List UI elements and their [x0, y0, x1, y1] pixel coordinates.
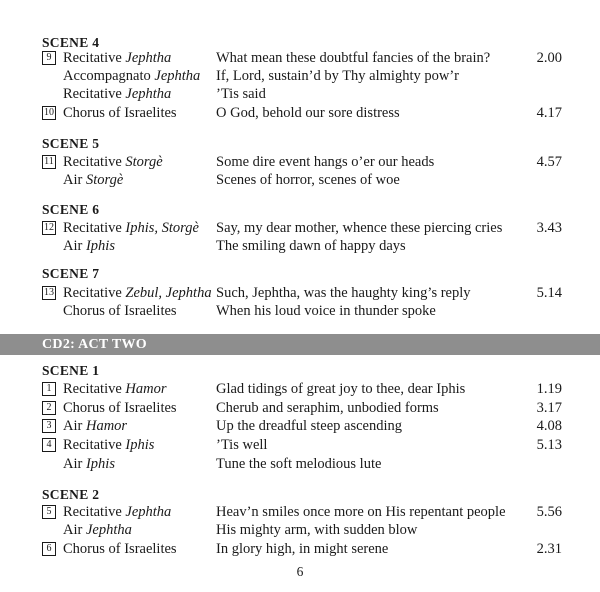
- track-form: Recitative: [63, 285, 122, 301]
- track-role: [63, 219, 199, 237]
- track-row: [0, 455, 600, 473]
- scene-title: SCENE 1: [42, 363, 100, 378]
- track-form: Recitative: [63, 220, 122, 236]
- track-number: 6: [42, 542, 56, 556]
- track-character: Jephtha: [125, 50, 172, 66]
- track-character: Iphis, Storgè: [125, 220, 199, 236]
- track-character: Hamor: [85, 418, 128, 434]
- scene-title: SCENE 5: [42, 136, 100, 151]
- track-role: [63, 49, 171, 67]
- track-character: Jephtha: [154, 68, 201, 84]
- track-row: [0, 380, 600, 398]
- track-form: Air: [63, 418, 83, 434]
- track-role: [63, 67, 200, 85]
- track-form: Accompagnato: [63, 68, 151, 84]
- track-row: [0, 302, 600, 320]
- track-text: His mighty arm, with sudden blow: [216, 522, 418, 538]
- track-duration: 3.17: [536, 400, 562, 416]
- track-character: Jephtha: [85, 522, 132, 538]
- track-text: Scenes of horror, scenes of woe: [216, 172, 400, 188]
- track-duration: 5.56: [536, 504, 562, 520]
- track-form: Chorus of Israelites: [63, 400, 177, 416]
- track-text: Say, my dear mother, whence these piercing cries: [216, 220, 503, 236]
- track-duration: 3.43: [536, 220, 562, 236]
- track-row: [0, 284, 600, 302]
- track-duration: 4.57: [536, 154, 562, 170]
- track-row: [0, 171, 600, 189]
- track-form: Recitative: [63, 437, 122, 453]
- track-character: Jephtha: [125, 86, 172, 102]
- track-form: Recitative: [63, 504, 122, 520]
- track-row: [0, 85, 600, 103]
- track-text: If, Lord, sustain’d by Thy almighty pow’r: [216, 68, 459, 84]
- track-text: Glad tidings of great joy to thee, dear Iphis: [216, 381, 466, 397]
- scene-title: SCENE 7: [42, 266, 100, 281]
- track-text: Such, Jephtha, was the haughty king’s reply: [216, 285, 471, 301]
- track-form: Recitative: [63, 381, 122, 397]
- track-row: [0, 153, 600, 171]
- track-row: [0, 436, 600, 454]
- track-duration: 2.31: [536, 541, 562, 557]
- track-form: Recitative: [63, 154, 122, 170]
- track-text: ’Tis well: [216, 437, 268, 453]
- track-row: [0, 399, 600, 417]
- scene-title: SCENE 6: [42, 202, 100, 217]
- track-text: Heav’n smiles once more on His repentant people: [216, 504, 506, 520]
- track-number: 11: [42, 155, 56, 169]
- track-form: Air: [63, 522, 83, 538]
- cd2-header-band: [0, 334, 600, 355]
- track-number: 10: [44, 107, 54, 118]
- track-character: Iphis: [85, 456, 115, 472]
- track-character: Jephtha: [125, 504, 172, 520]
- track-row: [0, 237, 600, 255]
- track-text: What mean these doubtful fancies of the brain?: [216, 50, 491, 66]
- track-form: Recitative: [63, 50, 122, 66]
- track-role: [63, 85, 171, 103]
- track-role: [63, 153, 163, 171]
- track-row: [0, 521, 600, 539]
- track-number: 13: [44, 287, 54, 298]
- track-duration: 4.17: [536, 105, 562, 121]
- track-duration: 5.13: [536, 437, 562, 453]
- track-number: 5: [42, 505, 56, 519]
- track-number: 2: [42, 401, 56, 415]
- track-role: [63, 417, 127, 435]
- track-role: [63, 104, 177, 122]
- track-row: [0, 503, 600, 521]
- track-role: [63, 171, 123, 189]
- page-number: 6: [296, 564, 304, 579]
- track-text: Up the dreadful steep ascending: [216, 418, 403, 434]
- track-role: [63, 436, 154, 454]
- track-character: Storgè: [85, 172, 124, 188]
- track-duration: 2.00: [536, 50, 562, 66]
- track-row: [0, 540, 600, 558]
- track-form: Air: [63, 238, 83, 254]
- track-form: Recitative: [63, 86, 122, 102]
- track-text: Tune the soft melodious lute: [216, 456, 382, 472]
- track-form: Chorus of Israelites: [63, 541, 177, 557]
- track-text: Some dire event hangs o’er our heads: [216, 154, 435, 170]
- track-text: O God, behold our sore distress: [216, 105, 400, 121]
- track-role: [63, 540, 177, 558]
- track-character: Hamor: [125, 381, 167, 397]
- track-role: [63, 302, 177, 320]
- track-row: [0, 219, 600, 237]
- track-form: Air: [63, 456, 83, 472]
- track-row: [0, 417, 600, 435]
- scene-title: SCENE 4: [42, 35, 100, 50]
- track-text: Cherub and seraphim, unbodied forms: [216, 400, 439, 416]
- cd2-header: CD2: ACT TWO: [42, 337, 147, 352]
- track-character: Storgè: [125, 154, 163, 170]
- track-form: Chorus of Israelites: [63, 303, 177, 319]
- track-text: The smiling dawn of happy days: [216, 238, 406, 254]
- track-duration: 1.19: [536, 381, 562, 397]
- track-number: 4: [42, 438, 56, 452]
- track-text: In glory high, in might serene: [216, 541, 389, 557]
- track-role: [63, 380, 167, 398]
- track-row: [0, 49, 600, 67]
- track-text: When his loud voice in thunder spoke: [216, 303, 436, 319]
- track-role: [63, 399, 177, 417]
- track-number: 9: [42, 51, 56, 65]
- track-row: [0, 104, 600, 122]
- track-role: [63, 521, 132, 539]
- track-form: Chorus of Israelites: [63, 105, 177, 121]
- track-character: Zebul, Jephtha: [125, 285, 212, 301]
- scene-title: SCENE 2: [42, 487, 100, 502]
- track-role: [63, 503, 171, 521]
- track-text: ’Tis said: [216, 86, 266, 102]
- track-duration: 4.08: [536, 418, 562, 434]
- track-role: [63, 455, 115, 473]
- track-role: [63, 237, 115, 255]
- track-number: 1: [42, 382, 56, 396]
- track-character: Iphis: [125, 437, 155, 453]
- track-number: 12: [44, 222, 54, 233]
- track-row: [0, 67, 600, 85]
- track-role: [63, 284, 212, 302]
- track-duration: 5.14: [536, 285, 562, 301]
- track-form: Air: [63, 172, 83, 188]
- track-number: 3: [42, 419, 56, 433]
- track-character: Iphis: [85, 238, 115, 254]
